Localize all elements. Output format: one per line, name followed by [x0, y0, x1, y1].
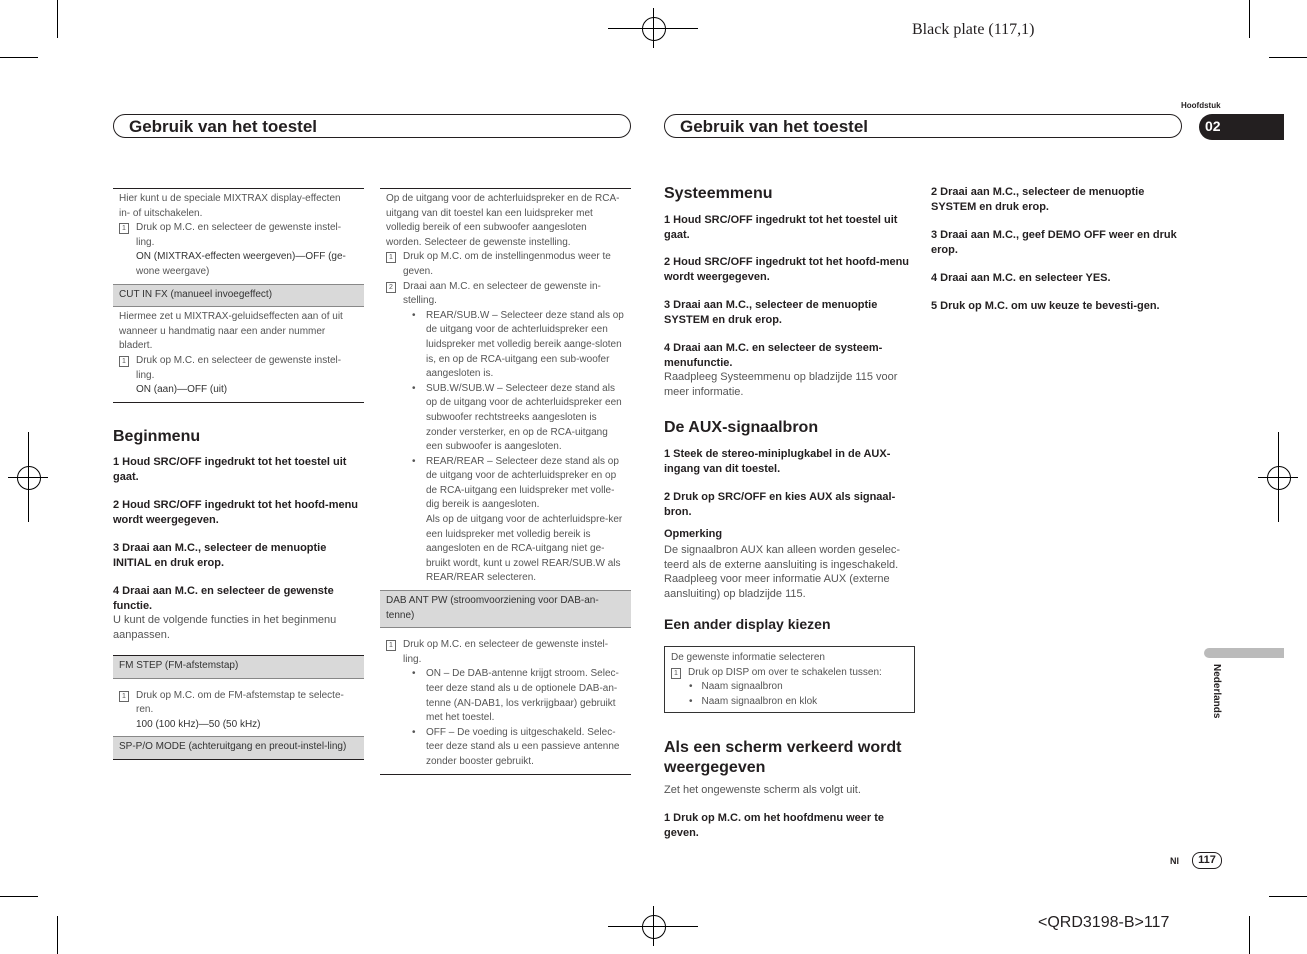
- step-text: 1 Houd SRC/OFF ingedrukt tot het toestel uit gaat.: [113, 456, 347, 483]
- step-number-icon: 1: [671, 668, 681, 679]
- table-step: 1 Druk op M.C. om de instellingenmodus weer te geven.: [386, 250, 625, 279]
- table-header-row: DAB ANT PW (stroomvoorziening voor DAB-an-tenne): [380, 591, 631, 628]
- section-title: Systeemmenu: [664, 185, 773, 202]
- table-text: Op de uitgang voor de achterluidspreker en de RCA-uitgang van dit toestel kan een luidspreker met volledig bereik of een subwoofer aangesloten worden. Selecteer de gewenste instelling.: [386, 193, 620, 248]
- crop-mark: [0, 896, 38, 897]
- table-step: 2 Draai aan M.C. en selecteer de gewenste in-stelling.: [386, 280, 625, 309]
- step-text: 4 Draai aan M.C. en selecteer de systeem-menufunctie.: [664, 342, 883, 369]
- crop-mark: [1249, 0, 1250, 38]
- bullet-icon: •: [412, 726, 416, 738]
- table-step: 1 Druk op M.C. en selecteer de gewenste instel-: [119, 354, 358, 369]
- crop-mark: [0, 57, 38, 58]
- table-row: [113, 679, 364, 738]
- crop-mark: [1249, 916, 1250, 954]
- speaker-output-table: [380, 188, 631, 775]
- page-number: 117: [1192, 852, 1222, 869]
- list-item: • REAR/REAR – Selecteer deze stand als op de uitgang voor de achterluidspreker en op de RCA-uitgang een luidspreker met volle-dig bereik is aangesloten.: [412, 455, 619, 511]
- step-number-icon: 1: [386, 640, 396, 651]
- table-row: [380, 628, 631, 773]
- initial-settings-table: [113, 655, 364, 760]
- bullet-icon: •: [412, 455, 416, 467]
- body-text: Zet het ongewenste scherm als volgt uit.: [664, 784, 861, 796]
- note-text: De signaalbron AUX kan alleen worden geselec-teerd als de externe aansluiting is ingeschakeld. Raadpleeg voor meer informatie AUX (externe aansluiting) op bladzijde 115.: [664, 544, 901, 600]
- chapter-label: Hoofdstuk: [1181, 101, 1221, 110]
- registration-mark-circle: [642, 17, 666, 41]
- table-text: ling.: [136, 236, 155, 248]
- note-title: Opmerking: [664, 528, 723, 540]
- step-number-icon: 1: [119, 356, 129, 367]
- display-info-box: [664, 646, 915, 713]
- table-text: ren.: [136, 704, 154, 716]
- box-step: 1 Druk op DISP om over te schakelen tussen:: [671, 666, 908, 681]
- body-text: Raadpleeg Systeemmenu op bladzijde 115 voor meer informatie.: [664, 371, 898, 398]
- table-text: ling.: [136, 369, 155, 381]
- section-title: De AUX-signaalbron: [664, 419, 819, 436]
- table-text: in- of uitschakelen.: [119, 207, 203, 219]
- step-text: 1 Druk op M.C. om het hoofdmenu weer te geven.: [664, 812, 885, 839]
- step-text: 2 Druk op SRC/OFF en kies AUX als signaal-bron.: [664, 491, 896, 518]
- document-code: <QRD3198-B>117: [1038, 914, 1170, 931]
- registration-mark-circle: [642, 915, 666, 939]
- chapter-title: Gebruik van het toestel: [129, 117, 317, 136]
- step-text: 3 Draai aan M.C., selecteer de menuoptie INITIAL en druk erop.: [113, 542, 327, 569]
- crop-mark: [1269, 57, 1307, 58]
- step-text: 5 Druk op M.C. om uw keuze te bevesti-gen.: [931, 300, 1160, 312]
- step-text: 2 Draai aan M.C., selecteer de menuoptie SYSTEM en druk erop.: [931, 186, 1145, 213]
- table-step: 1 Druk op M.C. om de FM-afstemstap te selecte-: [119, 689, 358, 704]
- table-step: 1 Druk op M.C. en selecteer de gewenste instel-ling.: [386, 638, 625, 667]
- box-text: De gewenste informatie selecteren: [671, 652, 825, 663]
- table-header-row: CUT IN FX (manueel invoegeffect): [113, 285, 364, 308]
- list-item: • REAR/SUB.W – Selecteer deze stand als op de uitgang voor de achterluidspreker een luidspreker met volledig bereik aange-sloten is, en op de RCA-uitgang een sub-woofer aangesloten is.: [412, 309, 624, 380]
- step-number-icon: 1: [119, 223, 129, 234]
- mixtrax-settings-table: [113, 188, 364, 403]
- step-text: 3 Draai aan M.C., geef DEMO OFF weer en druk erop.: [931, 229, 1177, 256]
- table-option: ON (aan)—OFF (uit): [136, 384, 228, 396]
- registration-mark-circle: [1267, 466, 1291, 490]
- bullet-icon: •: [689, 681, 693, 693]
- section-title: Beginmenu: [113, 428, 201, 445]
- crop-mark: [57, 916, 58, 954]
- registration-mark-circle: [17, 466, 41, 490]
- chapter-number-tab: [1199, 114, 1284, 140]
- step-text: 1 Steek de stereo-miniplugkabel in de AUX-ingang van dit toestel.: [664, 448, 891, 475]
- table-text: wanneer u handmatig naar een ander nummer: [119, 325, 326, 337]
- section-title: Als een scherm verkeerd wordt weergegeven: [664, 739, 902, 776]
- table-row: [113, 189, 364, 285]
- bullet-icon: •: [412, 309, 416, 321]
- list-item: • SUB.W/SUB.W – Selecteer deze stand als op de uitgang voor de achterluidspreker een subwoofer rechtstreeks aangesloten is zonder versterker, en op de RCA-uitgang een subwoofer is aangesloten.: [412, 382, 622, 453]
- list-item: • ON – De DAB-antenne krijgt stroom. Selec-teer deze stand als u de optionele DAB-an-tenne (AN-DAB1, los verkrijgbaar) gebruikt met het toestel.: [412, 668, 619, 724]
- step-number-icon: 1: [119, 691, 129, 702]
- language-tab-bar: [1204, 648, 1284, 658]
- step-number-icon: 2: [386, 282, 396, 293]
- list-item: • OFF – De voeding is uitgeschakeld. Selec-teer deze stand als u een passieve antenne zonder booster gebruikt.: [412, 726, 620, 767]
- table-header-row: FM STEP (FM-afstemstap): [113, 656, 364, 679]
- step-text: 4 Draai aan M.C. en selecteer YES.: [931, 272, 1111, 284]
- bullet-icon: •: [689, 695, 693, 707]
- table-row: [380, 189, 631, 591]
- table-step: 1 Druk op M.C. en selecteer de gewenste instel-: [119, 221, 358, 236]
- bullet-icon: •: [412, 668, 416, 680]
- table-row: [113, 307, 364, 402]
- chapter-title: Gebruik van het toestel: [680, 117, 868, 136]
- list-item: • Naam signaalbron en klok: [689, 695, 818, 707]
- step-text: 2 Houd SRC/OFF ingedrukt tot het hoofd-menu wordt weergegeven.: [664, 256, 910, 283]
- bullet-icon: •: [412, 382, 416, 394]
- table-option: ON (MIXTRAX-effecten weergeven)—OFF (ge-: [136, 251, 346, 263]
- list-item-extra: Als op de uitgang voor de achterluidspre-ker een luidspreker met volledig bereik is aangesloten en de RCA-uitgang niet ge-bruikt wordt, kunt u zowel REAR/SUB.W als REAR/REAR selecteren.: [426, 514, 623, 584]
- table-option: wone weergave): [136, 265, 210, 277]
- language-tab: Nederlands: [1211, 664, 1222, 719]
- table-text: Hier kunt u de speciale MIXTRAX display-effecten: [119, 193, 341, 204]
- step-text: 3 Draai aan M.C., selecteer de menuoptie SYSTEM en druk erop.: [664, 299, 878, 326]
- chapter-header-right: [664, 114, 1182, 138]
- list-item: • Naam signaalbron: [689, 681, 783, 693]
- chapter-header-left: [113, 114, 631, 138]
- chapter-number: 02: [1205, 118, 1221, 134]
- section-title: Een ander display kiezen: [664, 616, 831, 632]
- step-text: 2 Houd SRC/OFF ingedrukt tot het hoofd-menu wordt weergegeven.: [113, 499, 359, 526]
- step-number-icon: 1: [386, 252, 396, 263]
- table-text: bladert.: [119, 340, 153, 352]
- table-text: Hiermee zet u MIXTRAX-geluidseffecten aan of uit: [119, 311, 343, 323]
- step-text: 4 Draai aan M.C. en selecteer de gewenste functie.: [113, 585, 334, 612]
- table-header-row: SP-P/O MODE (achteruitgang en preout-instel-ling): [113, 737, 364, 759]
- body-text: U kunt de volgende functies in het beginmenu aanpassen.: [113, 614, 337, 641]
- crop-mark: [1269, 896, 1307, 897]
- language-code: Nl: [1170, 856, 1179, 866]
- step-text: 1 Houd SRC/OFF ingedrukt tot het toestel uit gaat.: [664, 214, 898, 241]
- plate-label: Black plate (117,1): [912, 21, 1035, 38]
- crop-mark: [57, 0, 58, 38]
- table-option: 100 (100 kHz)—50 (50 kHz): [136, 718, 261, 730]
